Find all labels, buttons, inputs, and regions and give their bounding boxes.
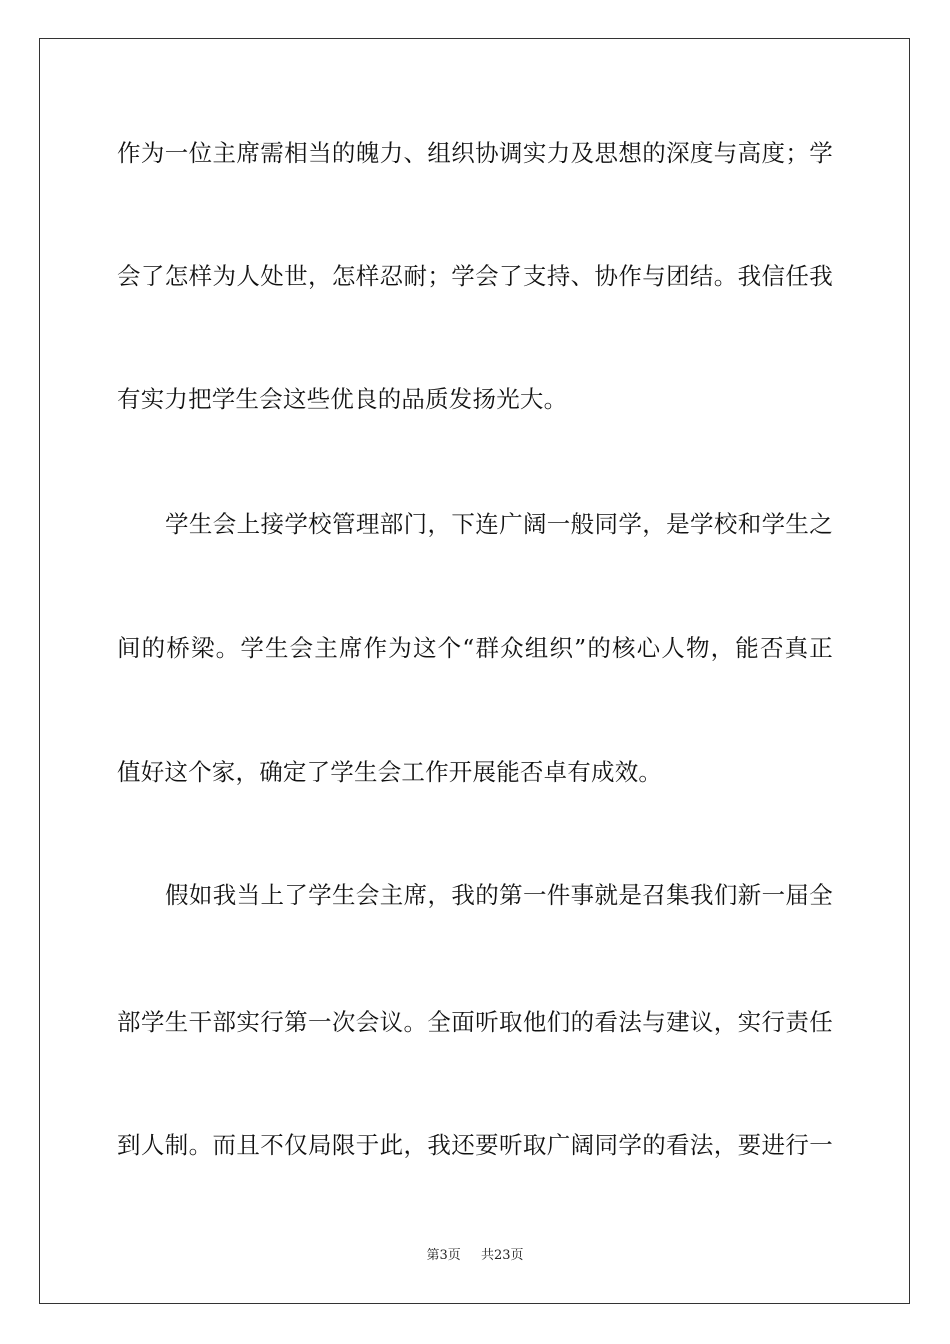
text-line-2: 会了怎样为人处世，怎样忍耐；学会了支持、协作与团结。我信任我 bbox=[117, 262, 833, 290]
text-line-5: 间的桥梁。学生会主席作为这个“群众组织”的核心人物，能否真正 bbox=[117, 634, 833, 662]
text-line-9: 到人制。而且不仅局限于此，我还要听取广阔同学的看法，要进行一 bbox=[117, 1131, 833, 1159]
page-footer bbox=[0, 1247, 950, 1265]
text-line-4: 学生会上接学校管理部门，下连广阔一般同学，是学校和学生之 bbox=[165, 510, 833, 538]
text-line-8: 部学生干部实行第一次会议。全面听取他们的看法与建议，实行责任 bbox=[117, 1008, 833, 1036]
page-number-current: 第3页 bbox=[426, 1248, 461, 1263]
text-line-1: 作为一位主席需相当的魄力、组织协调实力及思想的深度与高度；学 bbox=[117, 139, 833, 167]
page-number-total: 共23页 bbox=[480, 1248, 524, 1263]
text-line-3: 有实力把学生会这些优良的品质发扬光大。 bbox=[117, 385, 568, 413]
text-line-7: 假如我当上了学生会主席，我的第一件事就是召集我们新一届全 bbox=[165, 881, 833, 909]
page-frame bbox=[39, 38, 910, 1304]
text-line-6: 值好这个家，确定了学生会工作开展能否卓有成效。 bbox=[117, 758, 663, 786]
